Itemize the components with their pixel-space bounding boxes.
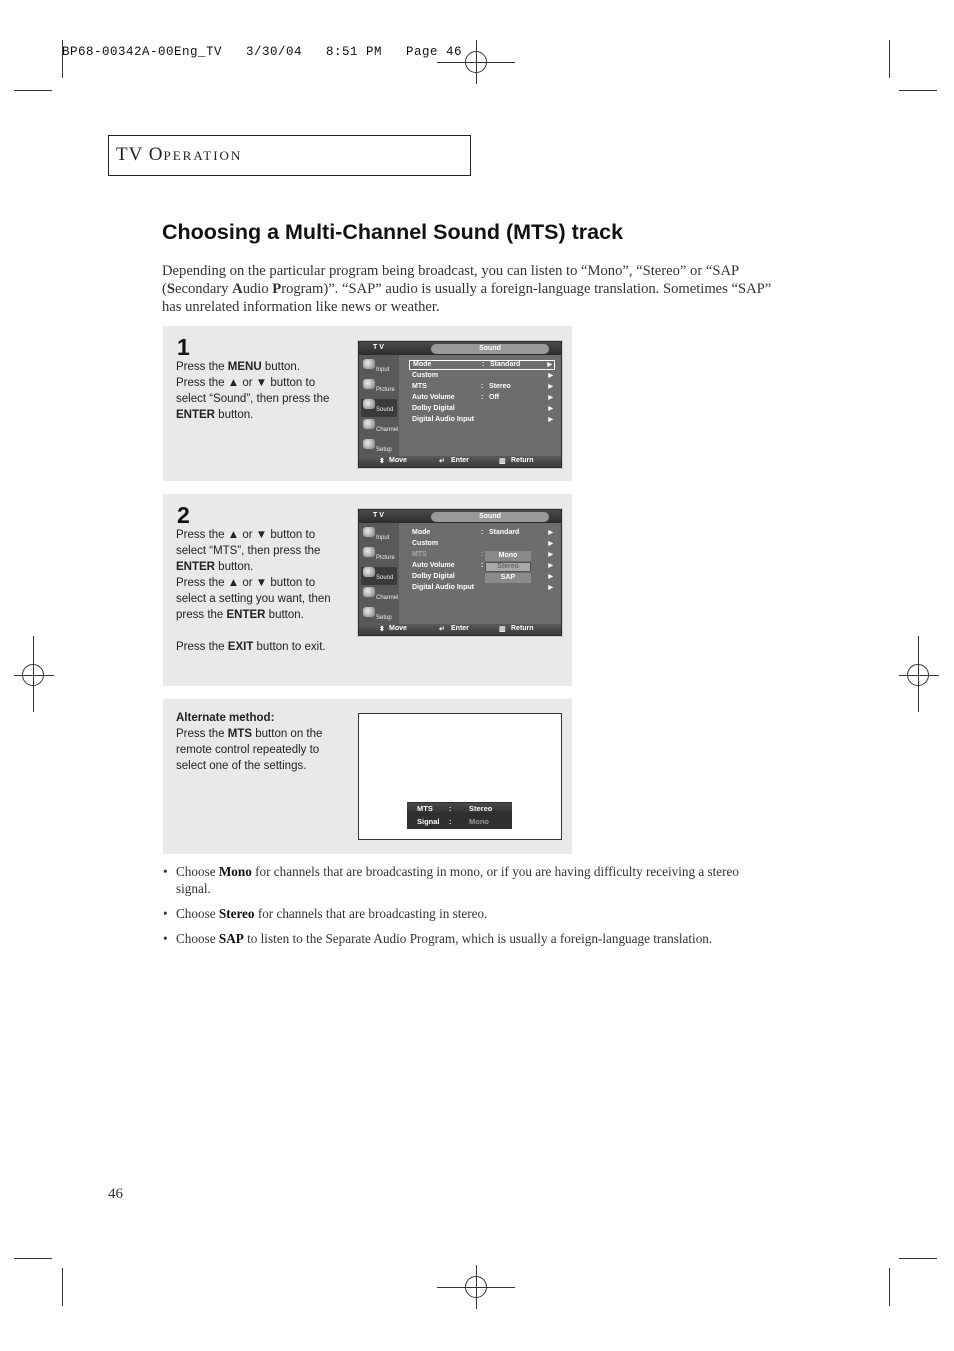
arrow-right-icon: ▶ — [548, 574, 553, 580]
osd-header — [359, 342, 561, 355]
list-item: • Choose Stereo for channels that are broadcasting in stereo. — [163, 905, 488, 921]
sidebar-item-sound[interactable]: Sound — [361, 567, 397, 585]
return-icon: ▥ — [499, 626, 506, 633]
arrow-right-icon: ▶ — [548, 530, 553, 536]
option-sap[interactable]: SAP — [485, 573, 531, 583]
step-2-panel — [163, 494, 572, 686]
menu-item-mts[interactable]: MTS : Stereo ▶ — [412, 383, 553, 390]
channel-icon — [363, 419, 375, 429]
input-icon — [363, 527, 375, 537]
move-icon: ⬍ — [379, 458, 385, 465]
sidebar-item-channel[interactable]: Channel — [361, 587, 397, 605]
tv-osd-screen — [358, 509, 562, 636]
step-1-panel — [163, 326, 572, 481]
sidebar-item-picture[interactable]: Picture — [361, 547, 397, 565]
print-slug: BP68-00342A-00Eng_TV 3/30/04 8:51 PM Page 46 — [62, 45, 463, 59]
setup-icon — [363, 607, 375, 617]
osd-menu — [401, 523, 561, 624]
registration-mark — [33, 636, 34, 712]
alternate-instructions: Alternate method: Press the MTS button on the remote control repeatedly to select one of the settings. — [176, 712, 323, 772]
menu-item-mode[interactable]: Mode : Standard ▶ — [412, 529, 553, 536]
sidebar-item-input[interactable]: Input — [361, 527, 397, 545]
registration-mark — [437, 62, 515, 63]
osd-sidebar — [359, 355, 399, 456]
registration-mark — [14, 675, 54, 676]
crop-mark — [14, 1258, 52, 1259]
list-item: • Choose Mono for channels that are broadcasting in mono, or if you are having difficulty receiving a stereo signal. — [163, 864, 739, 896]
list-item: • Choose SAP to listen to the Separate Audio Program, which is usually a foreign-language translation. — [163, 930, 713, 946]
osd-sidebar — [359, 523, 399, 624]
menu-item-mode[interactable]: Mode : Standard ▶ — [409, 360, 555, 370]
registration-mark — [437, 1287, 515, 1288]
sidebar-item-channel[interactable]: Channel — [361, 419, 397, 437]
crop-mark — [62, 1268, 63, 1306]
menu-item-auto-volume[interactable]: Auto Volume : Off ▶ — [412, 394, 553, 401]
arrow-right-icon: ▶ — [548, 395, 553, 401]
arrow-right-icon: ▶ — [548, 585, 553, 591]
page-number: 46 — [108, 1186, 123, 1202]
crop-mark — [899, 90, 937, 91]
option-bullets — [163, 864, 773, 956]
sidebar-item-sound[interactable]: Sound — [361, 399, 397, 417]
return-icon: ▥ — [499, 458, 506, 465]
arrow-right-icon: ▶ — [548, 406, 553, 412]
crop-mark — [899, 1258, 937, 1259]
alternate-method-panel — [163, 699, 572, 854]
tv-screen — [358, 713, 562, 840]
crop-mark — [889, 40, 890, 78]
channel-icon — [363, 587, 375, 597]
arrow-right-icon: ▶ — [548, 541, 553, 547]
step-number: 1 — [177, 334, 190, 360]
menu-item-dolby-digital[interactable]: Dolby Digital ▶ — [412, 405, 553, 412]
menu-item-custom[interactable]: Custom ▶ — [412, 372, 553, 379]
arrow-right-icon: ▶ — [548, 417, 553, 423]
step-number: 2 — [177, 502, 190, 528]
osd-tv-label: T V — [373, 344, 384, 351]
section-title: TV OPERATION — [116, 144, 243, 165]
osd-footer: ⬍ Move ↵ Enter ▥ Return — [359, 456, 561, 467]
enter-icon: ↵ — [439, 626, 445, 633]
picture-icon — [363, 379, 375, 389]
sound-icon — [363, 399, 375, 409]
signal-row: Signal : Mono — [417, 817, 489, 826]
menu-item-dolby-digital[interactable]: Dolby Digital ▶ — [412, 573, 553, 580]
move-icon: ⬍ — [379, 626, 385, 633]
sidebar-item-setup[interactable]: Setup — [361, 439, 397, 457]
osd-tv-label: T V — [373, 512, 384, 519]
crop-mark — [14, 90, 52, 91]
arrow-right-icon: ▶ — [547, 362, 552, 368]
osd-menu — [401, 355, 561, 456]
picture-icon — [363, 547, 375, 557]
arrow-right-icon: ▶ — [548, 373, 553, 379]
arrow-right-icon: ▶ — [548, 552, 553, 558]
menu-item-digital-audio-input[interactable]: Digital Audio Input ▶ — [412, 416, 553, 423]
option-mono[interactable]: Mono — [485, 551, 531, 561]
alternate-title: Alternate method: — [176, 712, 275, 724]
mts-status-display — [407, 802, 512, 829]
menu-item-custom[interactable]: Custom ▶ — [412, 540, 553, 547]
page-title: Choosing a Multi-Channel Sound (MTS) track — [162, 220, 624, 244]
step-2-instructions: Press the ▲ or ▼ button to select “MTS”, then press the ENTER button. Press the ▲ or ▼ button to select a setting you want, then press the ENTER button. Press the EXIT button to exit. — [176, 529, 331, 653]
enter-icon: ↵ — [439, 458, 445, 465]
intro-paragraph: Depending on the particular program being broadcast, you can listen to “Mono”, “Stereo” or “SAP (Secondary Audio Program)”. “SAP” audio is usually a foreign-language translation. Sometimes “SAP” has unrelated information like news or weather. — [162, 263, 772, 315]
registration-mark — [899, 675, 939, 676]
menu-item-mts[interactable]: MTS : ▶ — [412, 551, 553, 558]
step-1-instructions: Press the MENU button. Press the ▲ or ▼ button to select “Sound”, then press the ENTER button. — [176, 361, 330, 421]
osd-footer: ⬍ Move ↵ Enter ▥ Return — [359, 624, 561, 635]
arrow-right-icon: ▶ — [548, 384, 553, 390]
mts-row: MTS : Stereo — [407, 803, 512, 815]
sidebar-item-setup[interactable]: Setup — [361, 607, 397, 625]
menu-item-auto-volume[interactable]: Auto Volume : ▶ — [412, 562, 553, 569]
option-stereo[interactable]: Stereo — [485, 562, 531, 572]
osd-header — [359, 510, 561, 523]
input-icon — [363, 359, 375, 369]
osd-menu-title: Sound — [431, 344, 549, 354]
sidebar-item-input[interactable]: Input — [361, 359, 397, 377]
arrow-right-icon: ▶ — [548, 563, 553, 569]
setup-icon — [363, 439, 375, 449]
registration-mark — [918, 636, 919, 712]
crop-mark — [889, 1268, 890, 1306]
sidebar-item-picture[interactable]: Picture — [361, 379, 397, 397]
mts-options-popup — [485, 551, 531, 584]
sound-icon — [363, 567, 375, 577]
tv-osd-screen — [358, 341, 562, 468]
menu-item-digital-audio-input[interactable]: Digital Audio Input ▶ — [412, 584, 553, 591]
osd-menu-title: Sound — [431, 512, 549, 522]
